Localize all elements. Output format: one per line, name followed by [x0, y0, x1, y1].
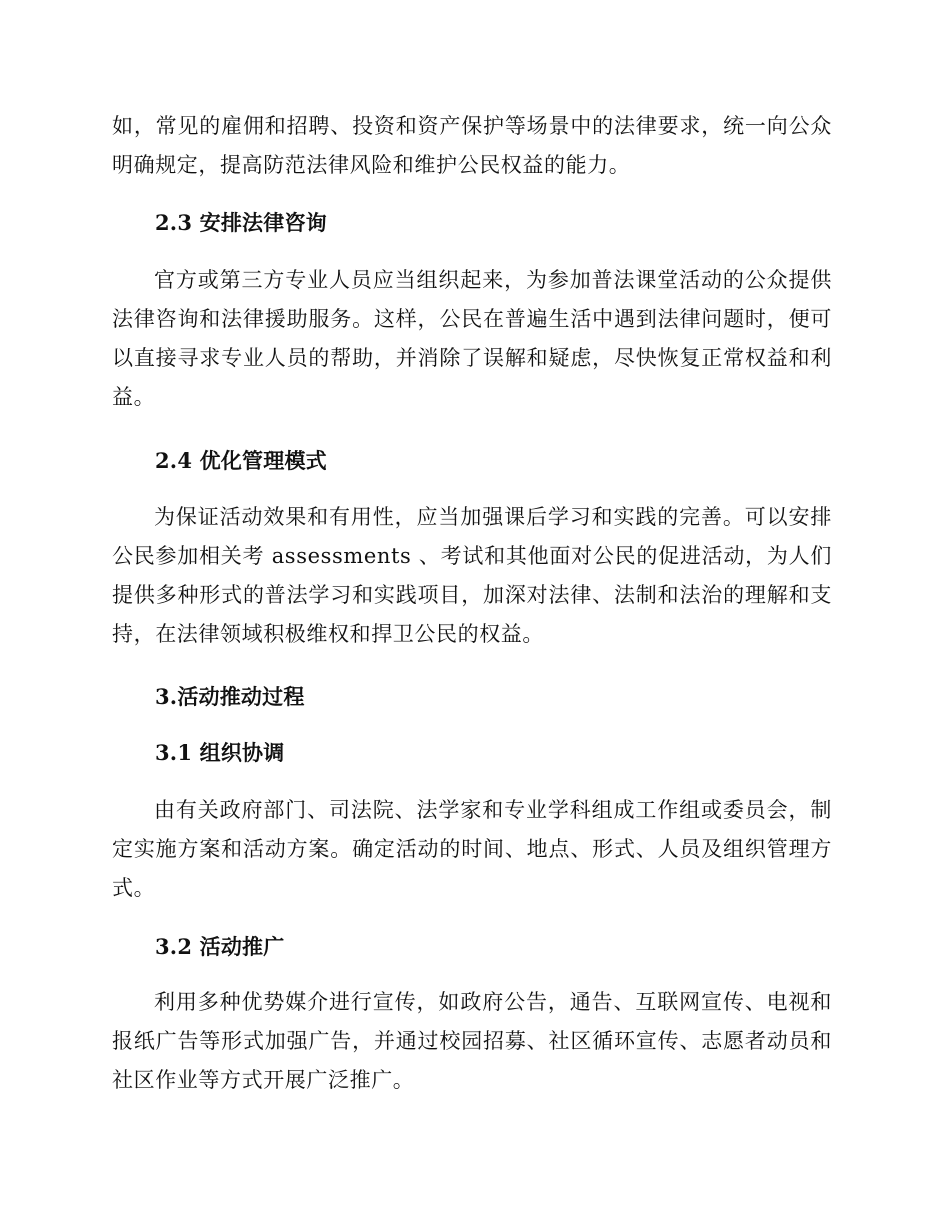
heading-3: 3.活动推动过程	[155, 684, 305, 709]
heading-2-4: 2.4 优化管理模式	[155, 448, 327, 473]
heading-3-2: 3.2 活动推广	[155, 934, 285, 959]
paragraph-organization: 由有关政府部门、司法院、法学家和专业学科组成工作组或委员会，制定实施方案和活动方案。确定活动的时间、地点、形式、人员及组织管理方式。	[112, 798, 832, 900]
paragraph-continued-legal-requirements: 如，常见的雇佣和招聘、投资和资产保护等场景中的法律要求，统一向公众明确规定，提高防范法律风险和维护公民权益的能力。	[112, 114, 832, 177]
paragraph-promotion: 利用多种优势媒介进行宣传，如政府公告，通告、互联网宣传、电视和报纸广告等形式加强广告，并通过校园招募、社区循环宣传、志愿者动员和社区作业等方式开展广泛推广。	[112, 990, 832, 1092]
paragraph-legal-consultation: 官方或第三方专业人员应当组织起来，为参加普法课堂活动的公众提供法律咨询和法律援助服务。这样，公民在普遍生活中遇到法律问题时，便可以直接寻求专业人员的帮助，并消除了误解和疑虑，尽快恢复正常权益和利益。	[112, 268, 832, 409]
heading-3-1: 3.1 组织协调	[155, 740, 285, 765]
heading-2-3: 2.3 安排法律咨询	[155, 210, 327, 235]
paragraph-management-mode: 为保证活动效果和有用性，应当加强课后学习和实践的完善。可以安排公民参加相关考 assessments 、考试和其他面对公民的促进活动，为人们提供多种形式的普法学习和实践项目，加深对法律、法制和法治的理解和支持，在法律领域积极维权和捍卫公民的权益。	[112, 505, 832, 646]
